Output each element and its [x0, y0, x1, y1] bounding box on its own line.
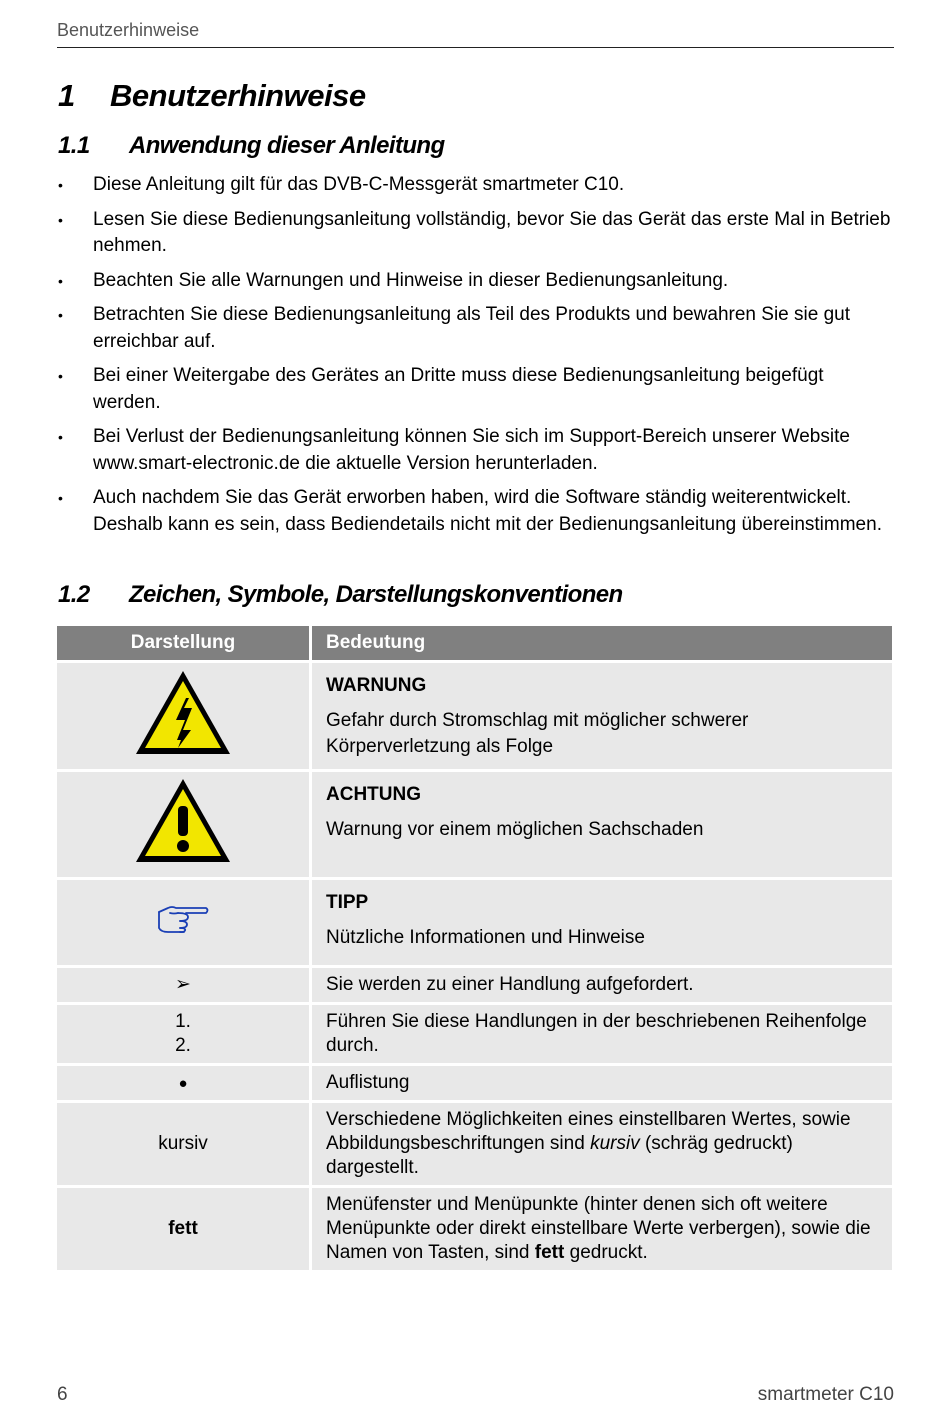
section-1-number: 1.1: [58, 132, 90, 159]
symbol-cell: [57, 771, 311, 879]
kursiv-emphasis: kursiv: [590, 1133, 640, 1154]
meaning-cell: [311, 879, 894, 967]
list-item-text: Bei Verlust der Bedienungsanleitung können Sie sich im Support-Bereich unserer Website www.smart-electronic.de die aktuelle Version herunterladen.: [93, 426, 850, 474]
table-row: [57, 771, 894, 879]
symbol-cell: [57, 967, 311, 1004]
step-number-2: 2.: [175, 1035, 191, 1056]
section-1-title: Anwendung dieser Anleitung: [129, 132, 445, 159]
bullet-icon: •: [58, 272, 63, 289]
bullet-icon: •: [58, 368, 63, 384]
bullet-icon: •: [58, 211, 63, 228]
table-row: [57, 1004, 894, 1065]
warnung-label: WARNUNG: [326, 675, 427, 696]
fett-symbol: fett: [168, 1218, 198, 1239]
chapter-title-text: Benutzerhinweise: [110, 78, 366, 113]
list-item-text: Betrachten Sie diese Bedienungsanleitung als Teil des Produkts und bewahren Sie sie gut erreichbar auf.: [93, 304, 850, 352]
tipp-label: TIPP: [326, 892, 369, 913]
tipp-text: Nützliche Informationen und Hinweise: [326, 927, 645, 948]
list-item-text: Lesen Sie diese Bedienungsanleitung vollständig, bevor Sie das Gerät das erste Mal in Betrieb nehmen.: [93, 208, 891, 256]
footer-product-name: smartmeter C10: [757, 1384, 894, 1405]
section-2-title: Zeichen, Symbole, Darstellungskonventionen: [129, 581, 623, 608]
list-item-text: Beachten Sie alle Warnungen und Hinweise in dieser Bedienungsanleitung.: [93, 269, 729, 291]
symbol-cell: [57, 1065, 311, 1102]
chapter-number: 1: [58, 78, 75, 113]
page-number: 6: [57, 1384, 68, 1405]
achtung-label: ACHTUNG: [326, 784, 421, 805]
meaning-cell: [311, 1065, 894, 1102]
table-row: [57, 1187, 894, 1272]
table-row: [57, 1102, 894, 1187]
header-darstellung: Darstellung: [57, 626, 311, 662]
kursiv-text-before: Verschiedene Möglichkeiten eines einstellbaren Wertes, sowie Abbildungsbeschriftungen sind: [326, 1109, 851, 1154]
achtung-text: Warnung vor einem möglichen Sachschaden: [326, 819, 704, 840]
list-item: [58, 172, 894, 199]
fett-text-before: Menüfenster und Menüpunkte (hinter denen sich oft weitere Menüpunkte oder direkt einstellbare Werte verbergen), sowie die Namen von Tasten, sind: [326, 1194, 871, 1263]
table-row: [57, 967, 894, 1004]
meaning-cell: [311, 662, 894, 771]
symbol-cell: [57, 1187, 311, 1272]
list-item: [58, 268, 894, 295]
electric-hazard-icon: [133, 668, 233, 758]
section-2-heading: [58, 581, 623, 609]
meaning-cell: [311, 1187, 894, 1272]
chapter-title: [58, 78, 366, 114]
list-item: [58, 363, 894, 416]
caution-icon: [133, 776, 233, 866]
arrow-bullet-icon: ➢: [175, 974, 191, 995]
symbol-cell: [57, 662, 311, 771]
usage-notes-list: [58, 172, 894, 546]
symbols-table: [57, 626, 895, 1273]
pointing-hand-icon: [156, 902, 210, 936]
symbol-cell: [57, 1102, 311, 1187]
symbol-cell: [57, 1004, 311, 1065]
table-row: [57, 662, 894, 771]
list-item-text: Bei einer Weitergabe des Gerätes an Dritte muss diese Bedienungsanleitung beigefügt werden.: [93, 365, 824, 413]
bullet-icon: •: [58, 429, 63, 445]
filled-bullet-icon: ●: [178, 1074, 188, 1092]
auflistung-text: Auflistung: [326, 1072, 410, 1093]
symbol-cell: [57, 879, 311, 967]
step-number-1: 1.: [175, 1011, 191, 1032]
table-row: [57, 1065, 894, 1102]
list-item: [58, 485, 894, 538]
meaning-cell: [311, 967, 894, 1004]
handlung-text: Sie werden zu einer Handlung aufgefordert.: [326, 974, 694, 995]
bullet-icon: •: [58, 490, 63, 506]
list-item-text: Diese Anleitung gilt für das DVB-C-Messgerät smartmeter C10.: [93, 174, 625, 195]
bullet-icon: •: [58, 307, 63, 323]
section-1-heading: [58, 132, 445, 160]
list-item: [58, 207, 894, 260]
kursiv-text-after: (schräg gedruckt) dargestellt.: [326, 1133, 793, 1178]
table-header-row: [57, 626, 894, 662]
meaning-cell: [311, 771, 894, 879]
header-bedeutung: Bedeutung: [311, 626, 894, 662]
meaning-cell: [311, 1102, 894, 1187]
warnung-text: Gefahr durch Stromschlag mit möglicher schwerer Körperverletzung als Folge: [326, 710, 749, 757]
table-row: [57, 879, 894, 967]
list-item: [58, 424, 894, 477]
bullet-icon: •: [58, 177, 63, 193]
list-item: [58, 302, 894, 355]
meaning-cell: [311, 1004, 894, 1065]
list-item-text: Auch nachdem Sie das Gerät erworben haben, wird die Software ständig weiterentwickelt. Deshalb kann es sein, dass Bediendetails nicht mit der Bedienungsanleitung übereinstimmen.: [93, 487, 882, 535]
fett-text-after: gedruckt.: [564, 1242, 648, 1263]
kursiv-symbol: kursiv: [158, 1133, 208, 1154]
reihenfolge-text: Führen Sie diese Handlungen in der beschriebenen Reihenfolge durch.: [326, 1011, 867, 1056]
fett-emphasis: fett: [534, 1242, 565, 1263]
section-2-number: 1.2: [58, 581, 90, 608]
running-header: Benutzerhinweise: [57, 20, 894, 48]
